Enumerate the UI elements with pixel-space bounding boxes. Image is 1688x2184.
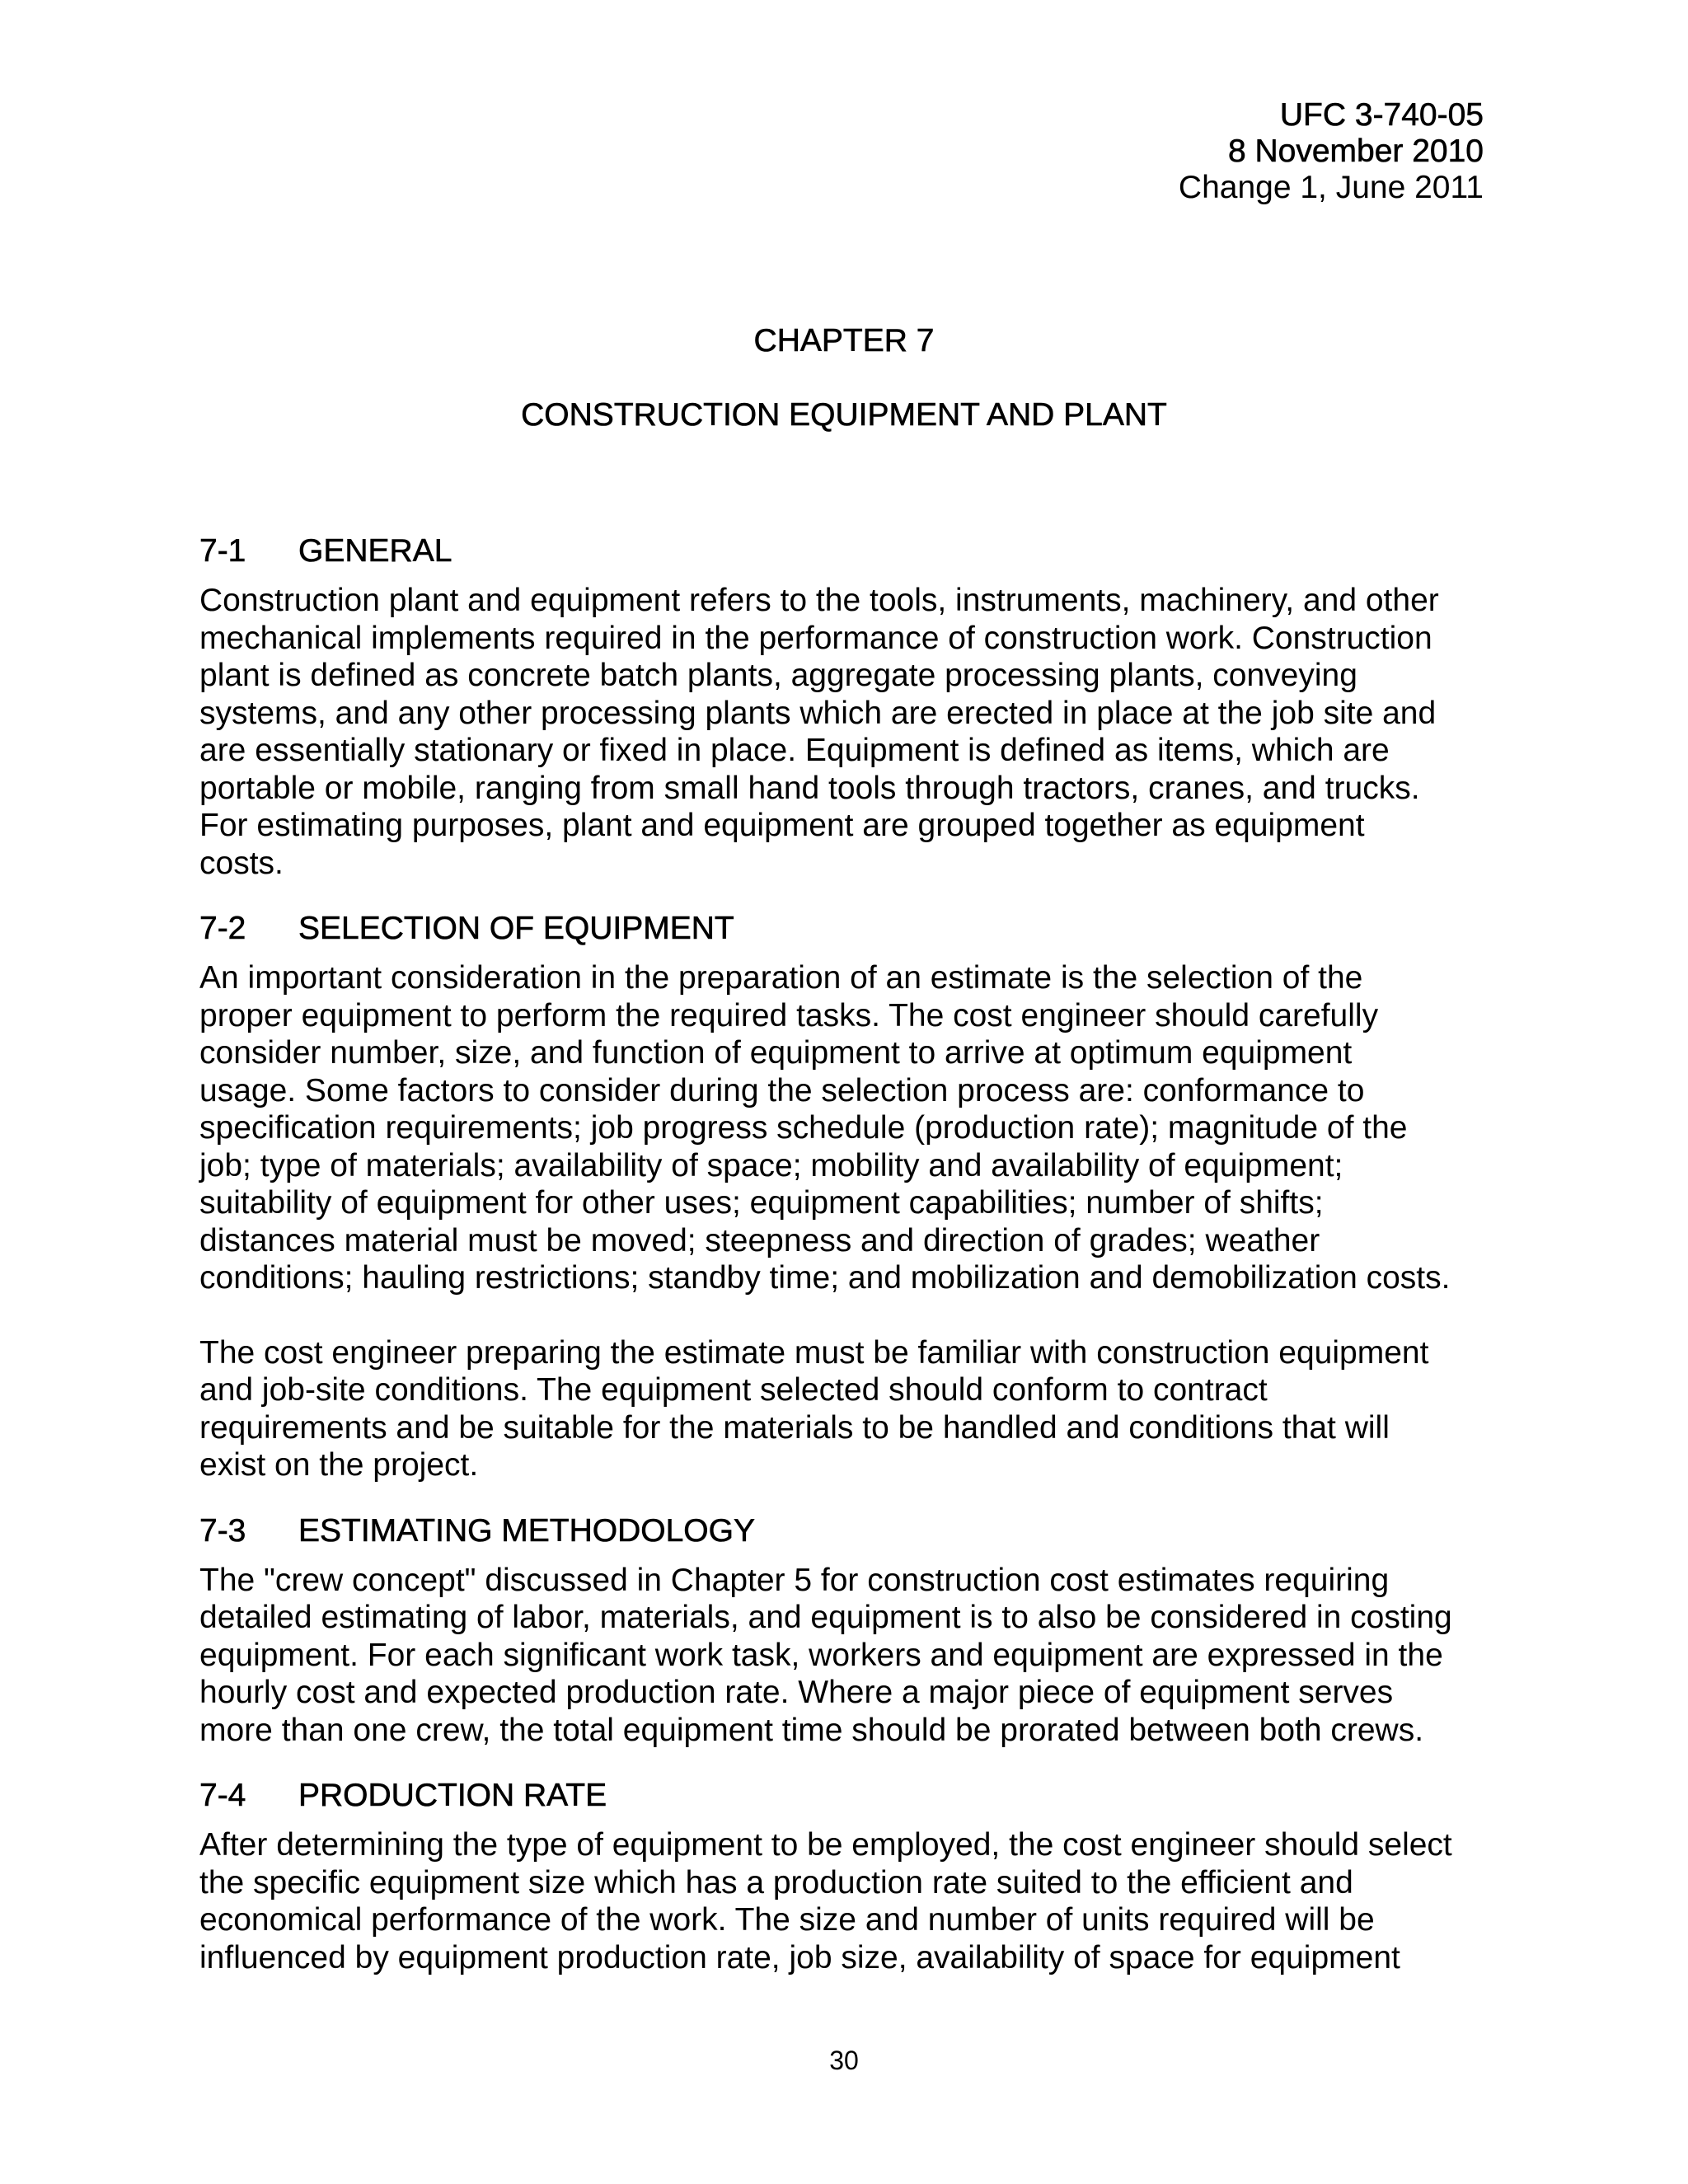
section-title: SELECTION OF EQUIPMENT bbox=[298, 911, 734, 946]
chapter-title bbox=[0, 397, 1688, 434]
chapter-number-text: CHAPTER 7 bbox=[753, 323, 935, 359]
section-number: 7-4 bbox=[199, 1778, 246, 1813]
section-paragraph: The cost engineer preparing the estimate must be familiar with construction equipment and job-site conditions. The equipment selected should conform to contract requirements and be suitable for the materials to be handled and conditions that will exist on the project. bbox=[199, 1334, 1429, 1483]
document-change-note: Change 1, June 2011 bbox=[1178, 170, 1484, 205]
section-heading-7-1 bbox=[199, 532, 1502, 570]
document-body bbox=[199, 532, 1502, 2004]
section-number: 7-3 bbox=[199, 1512, 246, 1549]
section-number: 7-2 bbox=[199, 911, 246, 946]
chapter-number bbox=[0, 323, 1688, 359]
section-paragraph: Construction plant and equipment refers to the tools, instruments, machinery, and other mechanical implements required in the performance of construction work. Construction plant is defined as concrete batch plants, aggregate processing plants, conveying systems, and any other processing plants which are erected in place at the job site and are essentially stationary or fixed in place. Equipment is defined as items, which are portable or mobile, ranging from small hand tools through tractors, cranes, and trucks. For estimating purposes, plant and equipment are grouped together as equipment costs. bbox=[199, 583, 1439, 881]
page-number: 30 bbox=[829, 2046, 859, 2075]
chapter-title-text: CONSTRUCTION EQUIPMENT AND PLANT bbox=[521, 397, 1167, 433]
section-paragraph: The "crew concept" discussed in Chapter 5 for construction cost estimates requiring detailed estimating of labor, materials, and equipment is to also be considered in costing equipment. For each significant work task, workers and equipment are expressed in the hourly cost and expected production rate. Where a major piece of equipment serves more than one crew, the total equipment time should be prorated between both crews. bbox=[199, 1562, 1452, 1748]
section-paragraph: After determining the type of equipment to be employed, the cost engineer should select the specific equipment size which has a production rate suited to the efficient and economical performance of the work. The size and number of units required will be influenced by equipment production rate, job size, availability of space for equipment bbox=[199, 1827, 1452, 1975]
document-date: 8 November 2010 bbox=[1227, 134, 1484, 169]
section-title: ESTIMATING METHODOLOGY bbox=[298, 1512, 755, 1549]
section-heading-7-4 bbox=[199, 1777, 1502, 1815]
section-number: 7-1 bbox=[199, 533, 246, 569]
section-heading-7-2 bbox=[199, 910, 1502, 948]
document-header bbox=[1179, 97, 1484, 206]
section-paragraph: An important consideration in the preparation of an estimate is the selection of the proper equipment to perform the required tasks. The cost engineer should carefully consider number, size, and function of equipment to arrive at optimum equipment usage. Some factors to consider during the selection process are: conformance to specification requirements; job progress schedule (production rate); magnitude of the job; type of materials; availability of space; mobility and availability of equipment; suitability of equipment for other uses; equipment capabilities; number of shifts; distances material must be moved; steepness and direction of grades; weather conditions; hauling restrictions; standby time; and mobilization and demobilization costs. bbox=[199, 960, 1451, 1296]
section-heading-7-3 bbox=[199, 1512, 1502, 1550]
document-id: UFC 3-740-05 bbox=[1279, 97, 1484, 133]
section-title: PRODUCTION RATE bbox=[298, 1778, 607, 1813]
section-title: GENERAL bbox=[298, 533, 452, 569]
